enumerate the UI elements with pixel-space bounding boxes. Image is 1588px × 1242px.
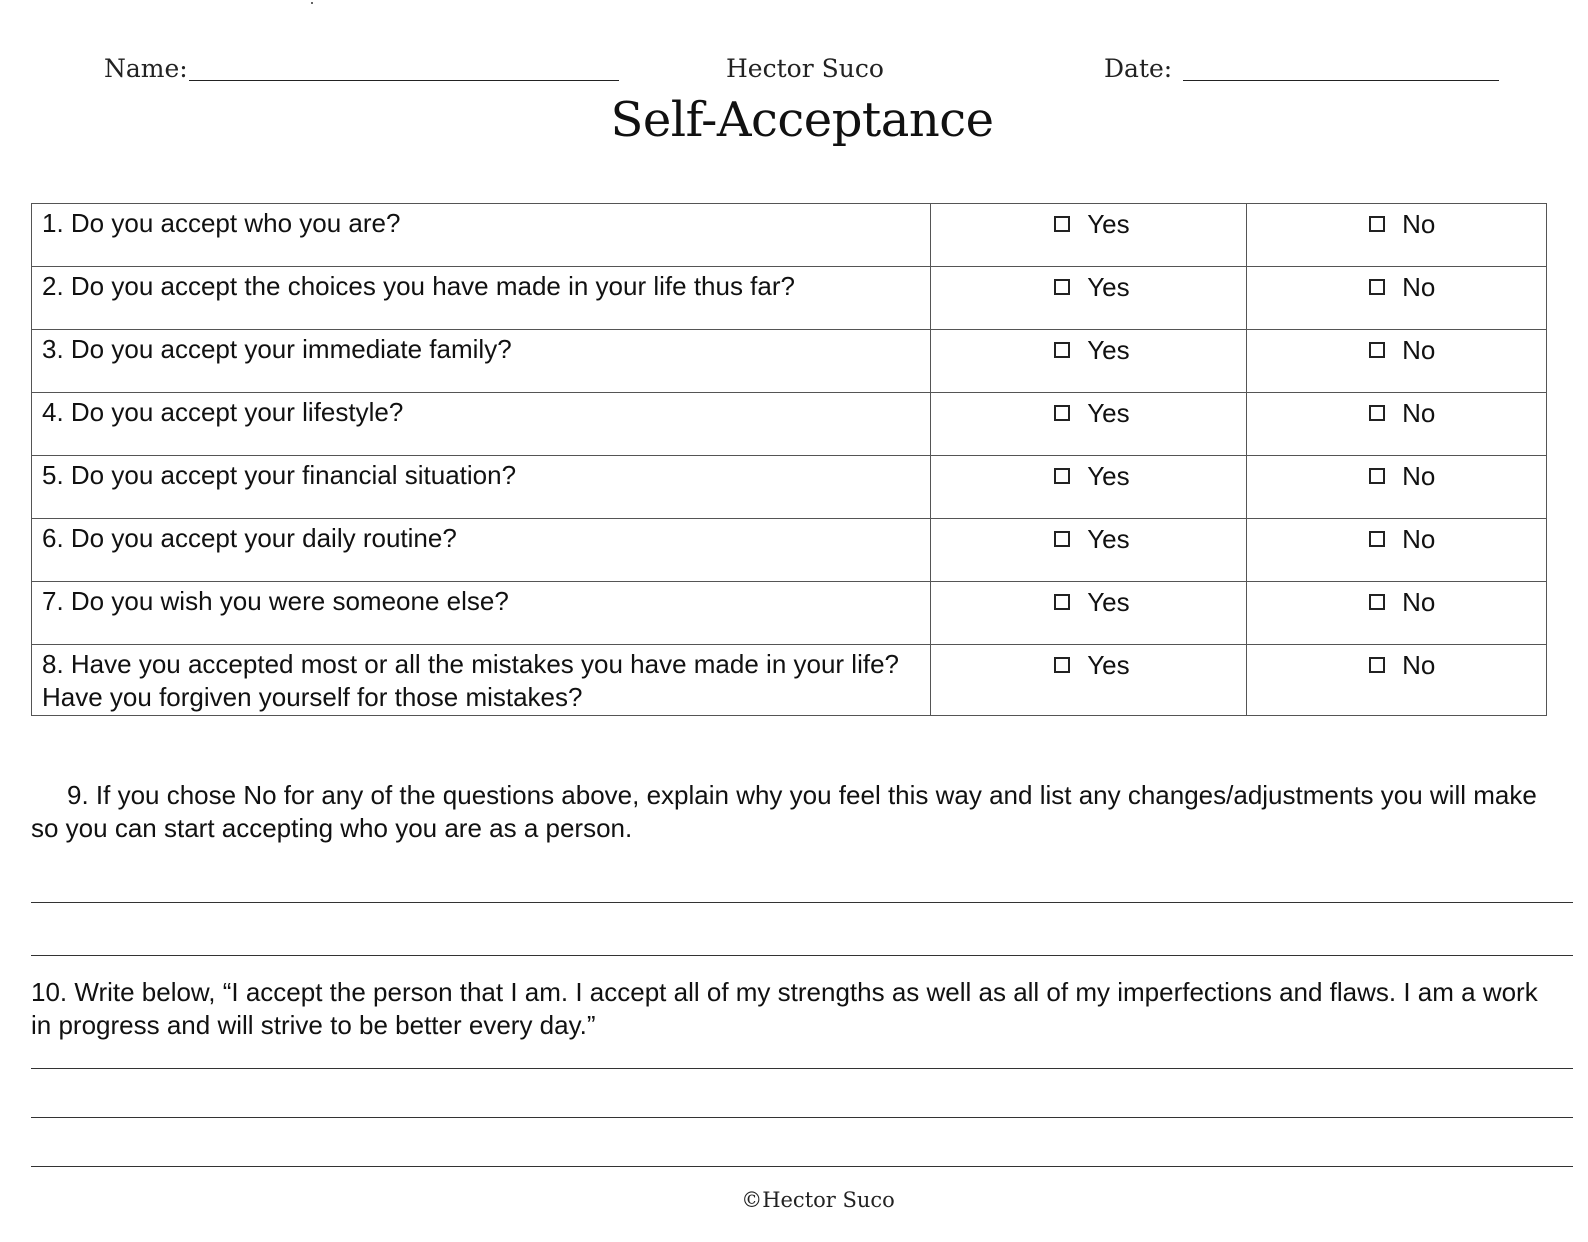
no-label: No [1402, 460, 1436, 491]
checkbox-icon[interactable] [1369, 468, 1385, 484]
yes-option[interactable] [1054, 523, 1129, 556]
question-row [32, 519, 1547, 582]
question-row [32, 267, 1547, 330]
stray-dot [311, 2, 313, 4]
question-text: 7. Do you wish you were someone else? [32, 582, 931, 645]
yes-cell [931, 393, 1247, 456]
no-option[interactable] [1369, 397, 1435, 430]
yes-option[interactable] [1054, 397, 1129, 430]
checkbox-icon[interactable] [1369, 594, 1385, 610]
checkbox-icon[interactable] [1054, 342, 1070, 358]
yes-option[interactable] [1054, 649, 1129, 682]
question-text: 1. Do you accept who you are? [32, 204, 931, 267]
yes-label: Yes [1087, 523, 1130, 554]
question-text: 8. Have you accepted most or all the mistakes you have made in your life? Have you forgiven yourself for those mistakes? [32, 645, 931, 716]
question-row [32, 330, 1547, 393]
question-text: 2. Do you accept the choices you have made in your life thus far? [32, 267, 931, 330]
question-text: 3. Do you accept your immediate family? [32, 330, 931, 393]
copyright-footer: ©Hector Suco [741, 1188, 895, 1212]
question-text: 5. Do you accept your financial situation? [32, 456, 931, 519]
question-text: 4. Do you accept your lifestyle? [32, 393, 931, 456]
yes-cell [931, 582, 1247, 645]
yes-label: Yes [1087, 397, 1130, 428]
no-option[interactable] [1369, 208, 1435, 241]
checkbox-icon[interactable] [1054, 594, 1070, 610]
no-label: No [1402, 397, 1436, 428]
no-cell [1247, 204, 1547, 267]
checkbox-icon[interactable] [1054, 468, 1070, 484]
checkbox-icon[interactable] [1054, 405, 1070, 421]
checkbox-icon[interactable] [1369, 216, 1385, 232]
yes-option[interactable] [1054, 334, 1129, 367]
checkbox-icon[interactable] [1054, 216, 1070, 232]
checkbox-icon[interactable] [1054, 531, 1070, 547]
question-row [32, 204, 1547, 267]
question-10-text: 10. Write below, “I accept the person that I am. I accept all of my strengths as well as all of my imperfections and flaws. I am a work in progress and will strive to be better every day.” [31, 977, 1538, 1040]
question-row [32, 456, 1547, 519]
answer-line[interactable] [31, 1166, 1573, 1167]
page-title: Self-Acceptance [610, 92, 994, 148]
date-label: Date: [1104, 54, 1173, 83]
no-label: No [1402, 334, 1436, 365]
no-option[interactable] [1369, 586, 1435, 619]
yes-cell [931, 330, 1247, 393]
yes-cell [931, 267, 1247, 330]
checkbox-icon[interactable] [1369, 279, 1385, 295]
no-option[interactable] [1369, 271, 1435, 304]
checkbox-icon[interactable] [1369, 657, 1385, 673]
no-option[interactable] [1369, 334, 1435, 367]
no-label: No [1402, 523, 1436, 554]
no-option[interactable] [1369, 649, 1435, 682]
no-cell [1247, 393, 1547, 456]
yes-label: Yes [1087, 460, 1130, 491]
no-cell [1247, 330, 1547, 393]
question-text: 6. Do you accept your daily routine? [32, 519, 931, 582]
no-option[interactable] [1369, 460, 1435, 493]
no-cell [1247, 456, 1547, 519]
no-cell [1247, 267, 1547, 330]
question-row [32, 393, 1547, 456]
no-cell [1247, 519, 1547, 582]
question-9-text: 9. If you chose No for any of the questions above, explain why you feel this way and list any changes/adjustments you will make so you can start accepting who you are as a person. [31, 780, 1537, 843]
question-row [32, 645, 1547, 716]
yes-label: Yes [1087, 271, 1130, 302]
yes-option[interactable] [1054, 586, 1129, 619]
yes-option[interactable] [1054, 208, 1129, 241]
yes-label: Yes [1087, 586, 1130, 617]
yes-cell [931, 519, 1247, 582]
checkbox-icon[interactable] [1369, 531, 1385, 547]
yes-label: Yes [1087, 649, 1130, 680]
yes-option[interactable] [1054, 271, 1129, 304]
questions-table [31, 203, 1547, 716]
yes-label: Yes [1087, 334, 1130, 365]
yes-cell [931, 456, 1247, 519]
no-label: No [1402, 271, 1436, 302]
checkbox-icon[interactable] [1369, 342, 1385, 358]
date-blank-line[interactable] [1183, 80, 1499, 81]
yes-cell [931, 645, 1247, 716]
question-row [32, 582, 1547, 645]
answer-line[interactable] [31, 902, 1573, 903]
no-option[interactable] [1369, 523, 1435, 556]
no-cell [1247, 645, 1547, 716]
no-label: No [1402, 649, 1436, 680]
yes-cell [931, 204, 1247, 267]
worksheet-header [0, 50, 1588, 90]
author-name: Hector Suco [726, 54, 884, 83]
answer-line[interactable] [31, 1068, 1573, 1069]
checkbox-icon[interactable] [1369, 405, 1385, 421]
no-label: No [1402, 586, 1436, 617]
no-cell [1247, 582, 1547, 645]
yes-label: Yes [1087, 208, 1130, 239]
name-blank-line[interactable] [189, 80, 619, 81]
yes-option[interactable] [1054, 460, 1129, 493]
answer-line[interactable] [31, 1117, 1573, 1118]
no-label: No [1402, 208, 1436, 239]
checkbox-icon[interactable] [1054, 657, 1070, 673]
checkbox-icon[interactable] [1054, 279, 1070, 295]
answer-line[interactable] [31, 955, 1573, 956]
name-label: Name: [104, 54, 188, 83]
